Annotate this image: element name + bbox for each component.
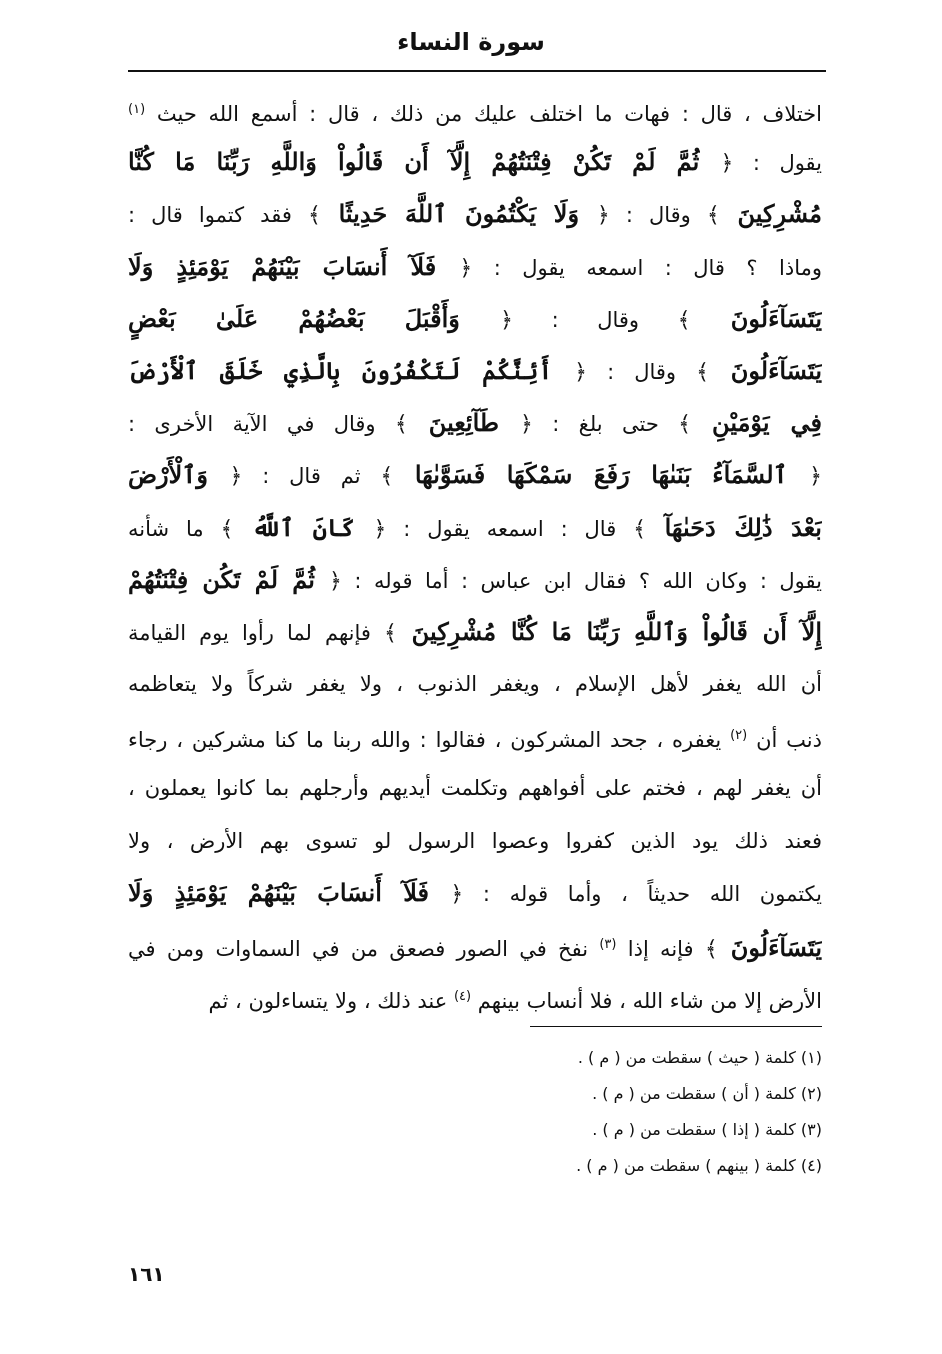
page-title: سورة النساء <box>397 28 545 56</box>
prose-text: يغفره ، جحد المشركون ، فقالوا : والله ربنا ما كنا مشركين ، رجاء <box>128 728 731 753</box>
text-line <box>128 136 822 188</box>
prose-text: فإنه إذا <box>616 937 705 961</box>
verse-bracket: ﴾ <box>394 412 408 438</box>
footnote-ref: (٣) <box>599 937 617 952</box>
quran-verse: فِي يَوْمَيْنِ <box>691 408 822 438</box>
verse-bracket: ﴿ <box>329 568 342 594</box>
prose-text: وقال : <box>513 307 678 332</box>
quran-verse: أَئِنَّكُمْ لَتَكْفُرُونَ بِالَّذِي خَلَقَ ٱلْأَرْضَ <box>128 355 575 385</box>
prose-text: فإنهم لما رأوا يوم القيامة <box>128 620 385 645</box>
prose-text: يقول : وكان الله ؟ فقال ابن عباس : أما قوله : <box>341 568 822 593</box>
footnote-ref: (٤) <box>453 989 472 1005</box>
text-line <box>128 710 822 762</box>
prose-text: قال : اسمعه يقول : <box>386 516 634 541</box>
prose-text: وماذا ؟ قال : اسمعه يقول : <box>472 255 822 280</box>
footnote-3: (٣) كلمة ( إذا ) سقطت من ( م ) . <box>592 1120 822 1139</box>
prose-text: وقال : <box>609 203 707 228</box>
quran-verse: فَلَآ أَنسَابَ بَيْنَهُمْ يَوْمَئِذٍ وَلَا <box>128 877 451 907</box>
quran-verse: بَعْدَ ذَٰلِكَ دَحَىٰهَآ <box>646 512 822 542</box>
verse-bracket: ﴾ <box>380 464 394 490</box>
quran-verse: ثُمَّ لَمْ تَكُن فِتْنَتُهُمْ <box>128 564 330 594</box>
footnote-divider <box>530 1026 822 1027</box>
verse-bracket: ﴾ <box>384 620 397 646</box>
verse-bracket: ﴾ <box>678 412 692 438</box>
prose-text: اختلاف ، قال : فهات ما اختلف عليك من ذلك ، قال : أسمع الله حيث <box>145 102 822 126</box>
header-divider <box>128 70 826 72</box>
verse-bracket: ﴾ <box>220 516 234 542</box>
text-line <box>128 762 822 814</box>
quran-verse: فَلَآ أَنسَابَ بَيْنَهُمْ يَوْمَئِذٍ وَلَا <box>128 251 460 281</box>
text-line <box>128 919 822 971</box>
text-line <box>128 815 822 867</box>
prose-text: عند ذلك ، ولا يتساءلون ، ثم <box>208 989 454 1014</box>
verse-bracket: ﴿ <box>459 255 473 281</box>
verse-bracket: ﴾ <box>633 516 647 542</box>
verse-bracket: ﴿ <box>809 464 822 490</box>
prose-text: ما شأنه <box>128 516 221 541</box>
quran-verse: طَآئِعِينَ <box>407 408 521 438</box>
prose-text: ذنب أن <box>747 728 822 753</box>
verse-bracket: ﴿ <box>229 464 243 490</box>
verse-bracket: ﴿ <box>574 359 588 385</box>
quran-verse: وَأَقْبَلَ بَعْضُهُمْ عَلَىٰ بَعْضٍ <box>128 303 501 333</box>
prose-text: حتى بلغ : <box>532 412 679 437</box>
prose-text: نفخ في الصور فصعق من في السماوات ومن في <box>128 937 600 961</box>
main-text <box>128 84 822 1023</box>
quran-verse: ثُمَّ لَمْ تَكُنْ فِتْنَتُهُمْ إِلَّآ أَن قَالُواْ وَاللَّهِ رَبِّنَا مَا كُنَّا <box>128 147 721 177</box>
prose-text: أن يغفر لهم ، فختم على أفواههم وتكلمت أيديهم وأرجلهم بما كانوا يعملون ، <box>128 776 822 801</box>
text-line <box>128 502 822 554</box>
text-line <box>128 971 822 1023</box>
verse-bracket: ﴾ <box>696 359 709 385</box>
verse-bracket: ﴾ <box>307 203 321 229</box>
text-line <box>128 867 822 919</box>
quran-verse: كَانَ ٱللَّهُ <box>233 512 374 542</box>
verse-bracket: ﴿ <box>596 203 610 229</box>
verse-bracket: ﴿ <box>720 151 734 177</box>
verse-bracket: ﴿ <box>450 881 464 907</box>
prose-text: وقال في الآية الأخرى : <box>128 412 395 437</box>
prose-text: يكتمون الله حديثاً ، وأما قوله : <box>463 881 822 906</box>
prose-text: وقال : <box>587 359 697 384</box>
prose-text: فعند ذلك يود الذين كفروا وعصوا الرسول لو تسوى بهم الأرض ، ولا <box>128 828 822 853</box>
text-line <box>128 188 822 240</box>
verse-bracket: ﴾ <box>706 203 720 229</box>
verse-bracket: ﴾ <box>677 307 691 333</box>
text-line <box>128 293 822 345</box>
text-line <box>128 606 822 658</box>
prose-text: فقد كتموا قال : <box>128 203 308 228</box>
quran-verse: يَتَسَآءَلُونَ <box>690 303 822 333</box>
footnote-1: (١) كلمة ( حيث ) سقطت من ( م ) . <box>577 1048 822 1067</box>
prose-text: الأرض إلا من شاء الله ، فلا أنساب بينهم <box>471 989 822 1014</box>
quran-verse: وَلَا يَكْتُمُونَ ٱللَّهَ حَدِيثًا <box>320 199 597 229</box>
text-line <box>128 397 822 449</box>
prose-text: ثم قال : <box>242 464 381 489</box>
prose-text: يقول : <box>733 151 822 176</box>
verse-bracket: ﴿ <box>520 412 533 438</box>
text-line <box>128 84 822 136</box>
text-line <box>128 241 822 293</box>
quran-verse: وَٱلْأَرْضَ <box>128 460 230 490</box>
footnote-ref: (٢) <box>730 728 748 744</box>
verse-bracket: ﴾ <box>704 937 718 962</box>
quran-verse: إِلَّآ أَن قَالُواْ وَٱللَّهِ رَبِّنَا مَا كُنَّا مُشْرِكِينَ <box>396 616 822 646</box>
footnote-ref: (١) <box>128 102 146 117</box>
quran-verse: يَتَسَآءَلُونَ <box>717 933 822 962</box>
text-line <box>128 658 822 710</box>
verse-bracket: ﴿ <box>500 307 514 333</box>
verse-bracket: ﴿ <box>373 516 387 542</box>
text-line <box>128 554 822 606</box>
footnote-2: (٢) كلمة ( أن ) سقطت من ( م ) . <box>592 1084 822 1103</box>
quran-verse: ٱلسَّمَآءُ بَنَىٰهَا رَفَعَ سَمْكَهَا فَسَوَّىٰهَا <box>393 460 810 490</box>
footnotes <box>420 1040 822 1184</box>
page-number: ١٦١ <box>128 1262 165 1286</box>
text-line <box>128 449 822 501</box>
quran-verse: يَتَسَآءَلُونَ <box>709 355 822 385</box>
footnote-4: (٤) كلمة ( بينهم ) سقطت من ( م ) . <box>576 1156 822 1175</box>
quran-verse: مُشْرِكِينَ <box>719 199 822 229</box>
prose-text: أن الله يغفر لأهل الإسلام ، ويغفر الذنوب ، ولا يغفر شركاً ولا يتعاظمه <box>128 672 822 697</box>
text-line <box>128 345 822 397</box>
